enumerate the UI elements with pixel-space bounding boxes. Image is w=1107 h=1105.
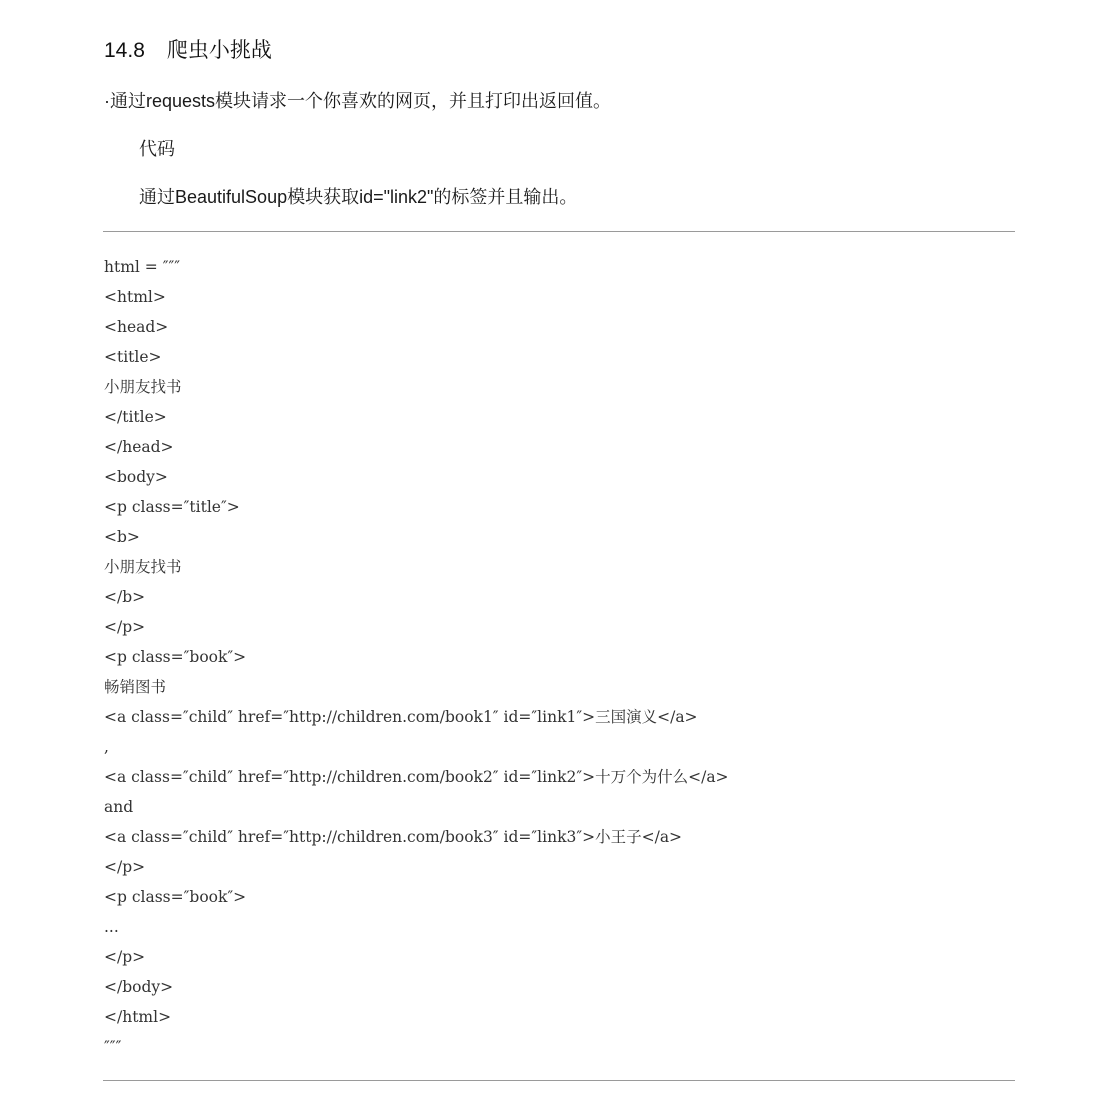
code-line: </p> xyxy=(104,858,146,876)
code-line: <body> xyxy=(104,468,168,486)
code-block-top-divider xyxy=(103,231,1015,232)
code-line: </p> xyxy=(104,948,146,966)
code-line: and xyxy=(104,798,134,816)
task-requests-paragraph: ·通过requests模块请求一个你喜欢的网页，并且打印出返回值。 xyxy=(104,91,612,111)
code-line: <p class=″book″> xyxy=(104,888,247,906)
section-number: 14.8 xyxy=(104,39,145,62)
section-title: 爬虫小挑战 xyxy=(166,39,272,62)
code-line: <a class=″child″ href=″http://children.com/book1″ id=″link1″>三国演义</a> xyxy=(104,708,698,726)
code-block-bottom-divider xyxy=(103,1080,1015,1081)
code-line: </html> xyxy=(104,1008,172,1026)
code-line: <a class=″child″ href=″http://children.com/book2″ id=″link2″>十万个为什么</a> xyxy=(104,768,729,786)
code-line: <b> xyxy=(104,528,140,546)
code-line: </b> xyxy=(104,588,146,606)
code-line: </body> xyxy=(104,978,174,996)
code-line: 小朋友找书 xyxy=(104,558,182,576)
code-line: <p class=″book″> xyxy=(104,648,247,666)
code-line: <p class=″title″> xyxy=(104,498,240,516)
code-label: 代码 xyxy=(139,139,175,159)
code-line: </head> xyxy=(104,438,174,456)
code-line: <a class=″child″ href=″http://children.com/book3″ id=″link3″>小王子</a> xyxy=(104,828,683,846)
code-line: html = ″″″ xyxy=(104,258,181,276)
code-line: 小朋友找书 xyxy=(104,378,182,396)
code-block xyxy=(104,252,729,1062)
code-line: 畅销图书 xyxy=(104,678,167,696)
section-heading xyxy=(104,34,272,68)
code-line: , xyxy=(104,738,109,756)
code-line: ″″″ xyxy=(104,1038,122,1056)
code-line: </title> xyxy=(104,408,167,426)
code-line: <html> xyxy=(104,288,166,306)
code-line: <title> xyxy=(104,348,162,366)
code-line: ... xyxy=(104,918,119,936)
code-line: <head> xyxy=(104,318,169,336)
task-beautifulsoup-paragraph: 通过BeautifulSoup模块获取id="link2"的标签并且输出。 xyxy=(139,187,578,207)
code-line: </p> xyxy=(104,618,146,636)
